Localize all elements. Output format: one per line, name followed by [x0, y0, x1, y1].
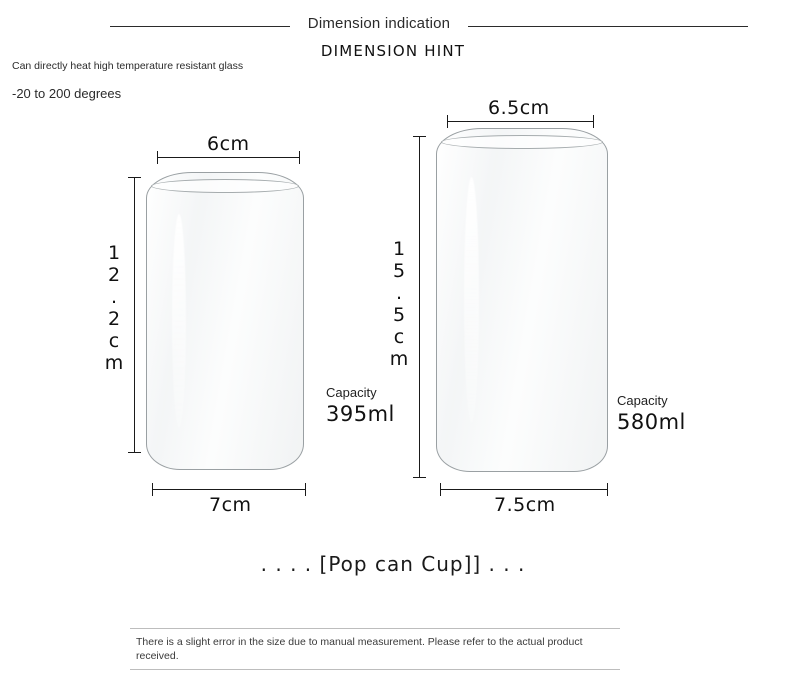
tick-start	[128, 177, 141, 178]
tick-end	[305, 483, 306, 496]
large-top-diameter-label: 6.5cm	[488, 97, 550, 119]
large-capacity-block	[617, 393, 686, 434]
header-rule-left	[110, 26, 290, 27]
tick-end	[299, 151, 300, 164]
tick-end	[128, 452, 141, 453]
tick-end	[607, 483, 608, 496]
header-rule-right	[468, 26, 748, 27]
page-title: Dimension indication	[307, 15, 451, 32]
tick-start	[413, 136, 426, 137]
large-bottom-diameter-line	[440, 489, 608, 490]
small-glass-illustration	[146, 172, 304, 470]
small-bottom-diameter-label: 7cm	[209, 494, 252, 516]
tick-start	[447, 115, 448, 128]
product-caption: . . . . [Pop can Cup]] . . .	[260, 552, 526, 576]
small-top-diameter-line	[157, 157, 300, 158]
tick-start	[152, 483, 153, 496]
large-capacity-label: Capacity	[617, 393, 668, 408]
note-temperature-range: -20 to 200 degrees	[12, 86, 122, 101]
measurement-disclaimer: There is a slight error in the size due to manual measurement. Please refer to the actual product received.	[130, 628, 620, 670]
small-capacity-block	[326, 385, 395, 426]
small-height-line	[134, 177, 135, 453]
large-glass-illustration	[436, 128, 608, 472]
note-heat-resistance: Can directly heat high temperature resistant glass	[12, 60, 244, 72]
large-bottom-diameter-label: 7.5cm	[494, 494, 556, 516]
large-height-label: 15.5cm	[388, 238, 410, 370]
page-subtitle: DIMENSION HINT	[320, 42, 466, 60]
large-height-line	[419, 136, 420, 478]
tick-end	[413, 477, 426, 478]
large-capacity-value: 580ml	[617, 410, 686, 434]
small-capacity-value: 395ml	[326, 402, 395, 426]
tick-start	[440, 483, 441, 496]
small-height-label: 12.2cm	[103, 242, 125, 374]
small-top-diameter-label: 6cm	[207, 133, 250, 155]
large-top-diameter-line	[447, 121, 594, 122]
small-capacity-label: Capacity	[326, 385, 377, 400]
small-bottom-diameter-line	[152, 489, 306, 490]
tick-end	[593, 115, 594, 128]
tick-start	[157, 151, 158, 164]
